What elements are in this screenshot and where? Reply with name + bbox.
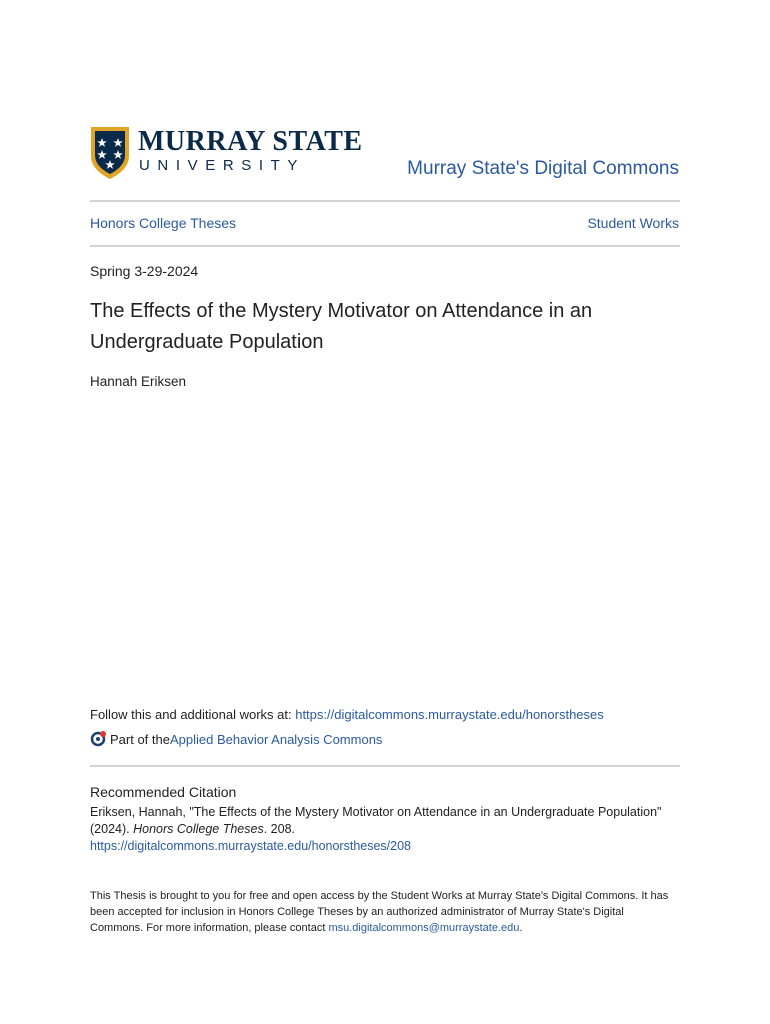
notice-end: . [519, 922, 523, 934]
citation-text: Eriksen, Hannah, "The Effects of the Mystery Motivator on Attendance in an Undergraduate Population" (2024). [90, 805, 662, 836]
follow-prefix: Follow this and additional works at: [90, 707, 296, 722]
access-notice [90, 888, 680, 936]
citation-body [90, 804, 680, 855]
logo-wordmark-line1: MURRAY STATE [138, 126, 363, 157]
follow-url-link[interactable]: https://digitalcommons.murraystate.edu/honorstheses [295, 707, 604, 722]
murray-state-shield-icon [90, 126, 130, 180]
follow-line [90, 707, 604, 722]
citation-series: Honors College Theses [133, 822, 264, 836]
bepress-network-icon [90, 730, 108, 748]
nav-divider [90, 245, 680, 247]
citation-heading: Recommended Citation [90, 784, 237, 800]
section-link[interactable]: Student Works [587, 215, 679, 231]
part-of-prefix: Part of the [110, 731, 170, 747]
logo-wordmark-line2: UNIVERSITY [139, 157, 306, 174]
commons-link[interactable]: Applied Behavior Analysis Commons [169, 731, 383, 747]
part-of-line [90, 730, 382, 748]
collection-link[interactable]: Honors College Theses [90, 215, 237, 231]
publication-date: Spring 3-29-2024 [90, 263, 199, 279]
notice-text: This Thesis is brought to you for free and open access by the Student Works at Murray State's Digital Commons. It has been accepted for inclusion in Honors College Theses by an authorized administrator of Murray State's Digital Commons. For more information, please contact [90, 890, 669, 934]
repository-name-link[interactable]: Murray State's Digital Commons [407, 158, 679, 179]
document-author: Hannah Eriksen [90, 374, 187, 389]
citation-divider [90, 765, 680, 767]
header-divider [90, 200, 680, 202]
document-title: The Effects of the Mystery Motivator on Attendance in an Undergraduate Population [90, 300, 593, 353]
contact-email-link[interactable]: msu.digitalcommons@murraystate.edu [328, 922, 520, 934]
university-logo[interactable] [90, 126, 370, 182]
citation-url-link[interactable]: https://digitalcommons.murraystate.edu/honorstheses/208 [90, 839, 412, 853]
citation-number: . 208. [263, 822, 295, 836]
